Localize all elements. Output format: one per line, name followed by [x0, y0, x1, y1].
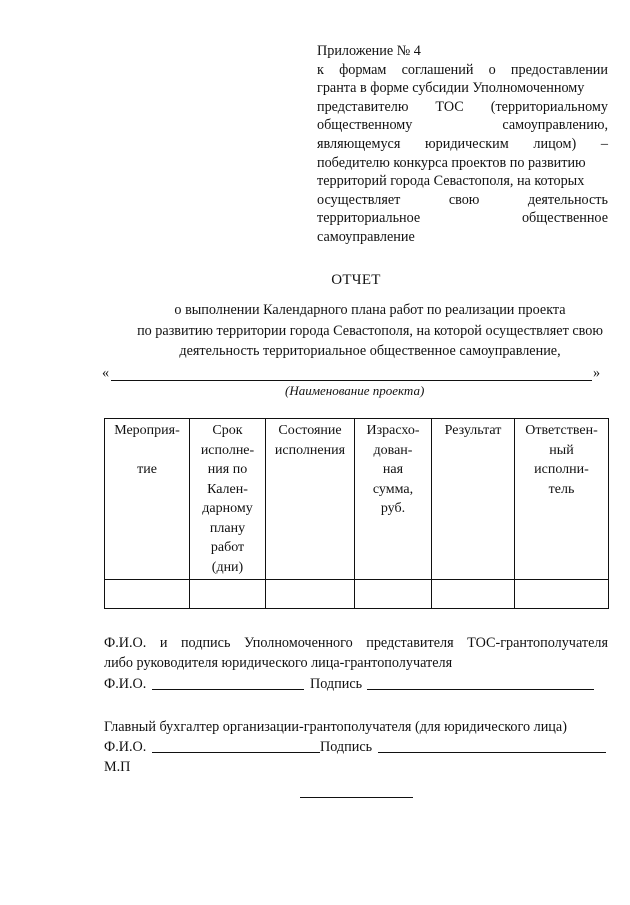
appendix-word: предоставлении	[510, 61, 608, 78]
column-header-status	[266, 419, 355, 580]
table-cell[interactable]	[190, 580, 266, 609]
table-cell[interactable]	[355, 580, 432, 609]
appendix-line	[317, 209, 608, 228]
heading-word: представителя	[366, 635, 454, 651]
appendix-word: юридическим	[425, 135, 509, 152]
header-text-line: тие	[137, 462, 157, 477]
header-text-line: тель	[548, 481, 575, 497]
heading-word: Ф.И.О.	[104, 635, 147, 651]
appendix-word: самоуправлению,	[502, 117, 608, 134]
appendix-word: осуществляет	[317, 191, 401, 208]
appendix-word: к	[317, 61, 324, 78]
appendix-word: представителю	[317, 98, 409, 115]
subtitle-line: о выполнении Календарного плана работ по реализации проекта	[174, 302, 566, 318]
appendix-word: территорий города Севастополя, на которых	[317, 173, 585, 190]
header-text-line: дован-	[373, 442, 413, 458]
appendix-word: территориальное	[317, 210, 421, 227]
column-header-spent-amount	[355, 419, 432, 580]
column-header-result	[432, 419, 515, 580]
table-row	[105, 580, 609, 609]
table-cell[interactable]	[515, 580, 609, 609]
appendix-word: гранта в форме субсидии Уполномоченному	[317, 80, 585, 97]
fio-blank-line-accountant[interactable]	[152, 752, 320, 753]
appendix-word: ТОС	[435, 98, 464, 115]
subtitle-line: деятельность территориальное общественное самоуправление,	[179, 343, 561, 359]
subtitle-line: по развитию территории города Севастополя, на которой осуществляет свою	[137, 322, 603, 339]
appendix-word: –	[600, 135, 608, 152]
heading-word: и	[159, 635, 168, 651]
header-text-line: ния по	[207, 462, 248, 477]
appendix-word: (территориальному	[490, 98, 608, 115]
report-table	[104, 418, 609, 609]
signature-label-accountant: Подпись	[320, 739, 373, 755]
appendix-line	[317, 172, 608, 191]
fio-blank-line[interactable]	[152, 689, 304, 690]
project-open-quote: «	[102, 365, 110, 381]
project-name-blank-line[interactable]	[111, 380, 592, 381]
heading-word: ТОС-грантополучателя	[467, 635, 608, 651]
header-text-line: Израсхо-	[366, 423, 420, 438]
table-cell[interactable]	[105, 580, 190, 609]
appendix-line	[317, 61, 608, 80]
header-text-line: работ	[210, 540, 245, 555]
header-text-line: Состояние	[278, 423, 342, 438]
appendix-word: лицом)	[533, 135, 577, 152]
project-name-caption: (Наименование проекта)	[285, 383, 425, 398]
column-header-responsible	[515, 419, 609, 580]
header-text-line: Срок	[212, 423, 243, 438]
appendix-line	[317, 135, 608, 154]
appendix-word: общественное	[521, 210, 608, 227]
appendix-line	[317, 42, 608, 61]
appendix-word: победителю конкурса проектов по развитию	[317, 154, 586, 171]
header-text-line: ный	[549, 442, 574, 458]
heading-word: подпись	[180, 635, 231, 651]
report-title: ОТЧЕТ	[331, 272, 381, 288]
header-text-line: сумма,	[372, 481, 414, 497]
column-header-activity	[105, 419, 190, 580]
representative-heading-line2: либо руководителя юридического лица-грантополучателя	[104, 655, 453, 671]
fio-label-accountant: Ф.И.О.	[104, 739, 147, 755]
header-text-line: Ответствен-	[525, 423, 598, 438]
column-header-deadline	[190, 419, 266, 580]
stamp-label: М.П	[104, 759, 131, 775]
fio-label: Ф.И.О.	[104, 676, 147, 692]
table-header-row	[105, 419, 609, 580]
header-text-line: Кален-	[207, 481, 248, 497]
project-close-quote: »	[593, 365, 601, 381]
appendix-word: формам	[339, 61, 387, 78]
header-text-line: исполне-	[200, 442, 255, 458]
appendix-line	[317, 228, 608, 247]
appendix-word: деятельность	[527, 191, 608, 208]
header-text-line: Мероприя-	[114, 423, 180, 438]
report-subtitle	[100, 300, 630, 362]
appendix-line	[317, 154, 608, 173]
header-text-line: исполнения	[274, 442, 346, 458]
table-cell[interactable]	[266, 580, 355, 609]
header-text-line: исполни-	[534, 462, 589, 477]
header-text-line	[107, 441, 187, 461]
appendix-word: общественному	[317, 117, 413, 134]
appendix-line	[317, 79, 608, 98]
header-text-line: ная	[382, 462, 404, 477]
header-text-line: Результат	[444, 423, 502, 438]
heading-word: Уполномоченного	[243, 635, 353, 651]
signature-blank-line[interactable]	[367, 689, 594, 690]
header-text-line: (дни)	[211, 559, 244, 575]
appendix-word: самоуправление	[317, 228, 415, 245]
header-text-line: дарному	[202, 501, 253, 516]
signature-label: Подпись	[310, 676, 363, 692]
appendix-line	[317, 116, 608, 135]
appendix-word: соглашений	[401, 61, 474, 78]
representative-heading	[104, 635, 608, 652]
accountant-heading: Главный бухгалтер организации-грантополучателя (для юридического лица)	[104, 719, 567, 735]
appendix-line	[317, 191, 608, 210]
header-text-line: руб.	[380, 501, 406, 516]
signature-blank-line-accountant[interactable]	[378, 752, 606, 753]
appendix-word: о	[488, 61, 496, 78]
appendix-word: являющемуся	[317, 135, 401, 152]
table-cell[interactable]	[432, 580, 515, 609]
bottom-signature-line	[300, 797, 413, 798]
appendix-line	[317, 98, 608, 117]
appendix-word: свою	[448, 191, 480, 208]
header-text-line: плану	[209, 520, 246, 536]
appendix-block	[317, 42, 608, 247]
appendix-word: Приложение № 4	[317, 43, 421, 59]
